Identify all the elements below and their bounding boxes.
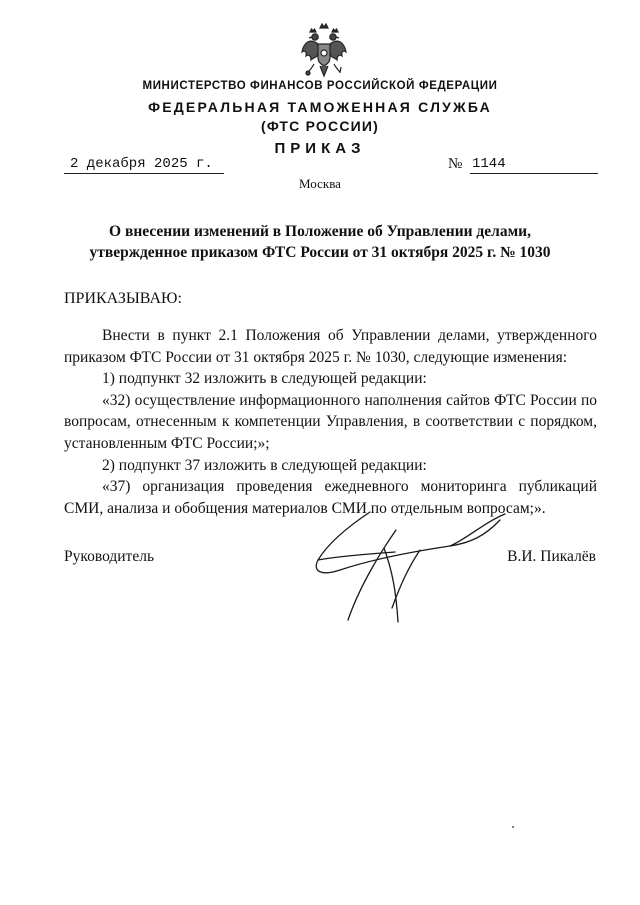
ministry-name: МИНИСТЕРСТВО ФИНАНСОВ РОССИЙСКОЙ ФЕДЕРАЦИИ (142, 80, 498, 92)
order-subject (0, 221, 640, 263)
order-number: 1144 (470, 156, 598, 174)
signer-title: Руководитель (64, 548, 155, 565)
state-emblem-icon (300, 22, 348, 82)
body-paragraph: 2) подпункт 37 изложить в следующей редакции: (102, 456, 427, 474)
service-abbreviation: (ФТС РОССИИ) (260, 118, 380, 134)
decree-word: ПРИКАЗЫВАЮ: (64, 290, 182, 307)
body-paragraph: Внести в пункт 2.1 Положения об Управлении делами, утвержденного приказом ФТС России от 31 октября 2025 г. № 1030, следующие изменения: (64, 327, 597, 366)
body-paragraph: «37) организация проведения ежедневного мониторинга публикаций СМИ, анализа и обобщения материалов СМИ по отдельным вопросам;». (64, 478, 597, 517)
order-number-label: № (448, 156, 463, 172)
body-paragraph: 1) подпункт 32 изложить в следующей редакции: (102, 370, 427, 388)
order-subject-line-2: утвержденное приказом ФТС России от 31 октября 2025 г. № 1030 (89, 244, 551, 261)
service-name: ФЕДЕРАЛЬНАЯ ТАМОЖЕННАЯ СЛУЖБА (148, 99, 492, 115)
signer-name: В.И. Пикалёв (507, 548, 596, 565)
order-date: 2 декабря 2025 г. (64, 156, 224, 174)
body-paragraph: «32) осуществление информационного наполнения сайтов ФТС России по вопросам, отнесенным к компетенции Управления, в соответствии с порядком, установленным ФТС России;»; (64, 391, 597, 452)
city-name: Москва (299, 176, 341, 191)
handwritten-signature-icon (300, 490, 510, 640)
document-type-title: ПРИКАЗ (274, 140, 366, 157)
scan-speck (512, 826, 514, 828)
order-subject-line-1: О внесении изменений в Положение об Управлении делами, (109, 223, 531, 240)
